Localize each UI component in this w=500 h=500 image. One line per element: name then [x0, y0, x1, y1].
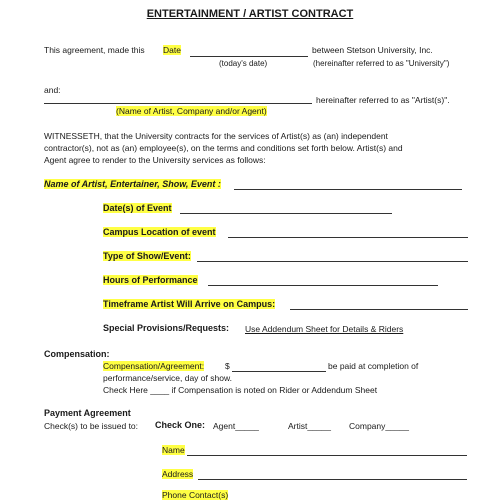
contract-title: ENTERTAINMENT / ARTIST CONTRACT [146, 8, 354, 20]
payee-name-line[interactable] [187, 455, 467, 456]
name-of-artist-label: Name of Artist, Entertainer, Show, Event : [44, 179, 221, 189]
compensation-dollar: $ [225, 361, 230, 371]
compensation-line-3: Check Here ____ if Compensation is noted on Rider or Addendum Sheet [103, 385, 378, 395]
hours-label: Hours of Performance [103, 275, 198, 285]
artist-option[interactable]: Artist_____ [288, 421, 331, 431]
todays-date-hint: (today's date) [219, 59, 268, 68]
payee-address-line[interactable] [198, 479, 467, 480]
payee-name-label: Name [162, 445, 185, 455]
timeframe-line[interactable] [290, 309, 468, 310]
agent-option[interactable]: Agent_____ [213, 421, 259, 431]
campus-location-label: Campus Location of event [103, 227, 216, 237]
payment-heading: Payment Agreement [44, 408, 131, 418]
type-of-show-label: Type of Show/Event: [103, 251, 191, 261]
campus-location-line[interactable] [228, 237, 468, 238]
dates-of-event-line[interactable] [180, 213, 392, 214]
witnesseth-line-2: contractor(s), not as (an) employee(s), on the terms and conditions set forth below. Artist(s) and [44, 143, 403, 153]
witnesseth-line-1: WITNESSETH, that the University contracts for the services of Artist(s) as (an) independent [44, 131, 388, 141]
intro-between: between Stetson University, Inc. [312, 45, 433, 55]
special-provisions-label: Special Provisions/Requests: [103, 323, 230, 333]
artist-name-hint: (Name of Artist, Company and/or Agent) [116, 106, 267, 116]
name-of-artist-line[interactable] [234, 189, 462, 190]
hours-line[interactable] [208, 285, 438, 286]
timeframe-label: Timeframe Artist Will Arrive on Campus: [103, 299, 276, 309]
intro-and: and: [44, 85, 61, 95]
date-label: Date [163, 45, 181, 55]
checks-issued-label: Check(s) to be issued to: [44, 421, 139, 431]
university-hint: (hereinafter referred to as "University") [313, 59, 450, 68]
payee-phone-label: Phone Contact(s) [162, 490, 229, 500]
compensation-paid-text: be paid at completion of [328, 361, 419, 371]
intro-prefix: This agreement, made this [44, 45, 145, 55]
artist-hereinafter: hereinafter referred to as "Artist(s)". [316, 95, 450, 105]
special-provisions-value: Use Addendum Sheet for Details & Riders [245, 324, 404, 334]
compensation-line-2: performance/service, day of show. [103, 373, 232, 383]
artist-name-line[interactable] [44, 103, 312, 104]
check-one-label: Check One: [155, 420, 206, 430]
compensation-amount-line[interactable] [232, 371, 326, 372]
date-line[interactable] [190, 56, 308, 57]
company-option[interactable]: Company_____ [349, 421, 410, 431]
payee-address-label: Address [162, 469, 194, 479]
type-of-show-line[interactable] [197, 261, 468, 262]
compensation-label: Compensation/Agreement: [103, 361, 205, 371]
dates-of-event-label: Date(s) of Event [103, 203, 172, 213]
witnesseth-line-3: Agent agree to render to the University services as follows: [44, 155, 266, 165]
compensation-heading: Compensation: [44, 349, 110, 359]
